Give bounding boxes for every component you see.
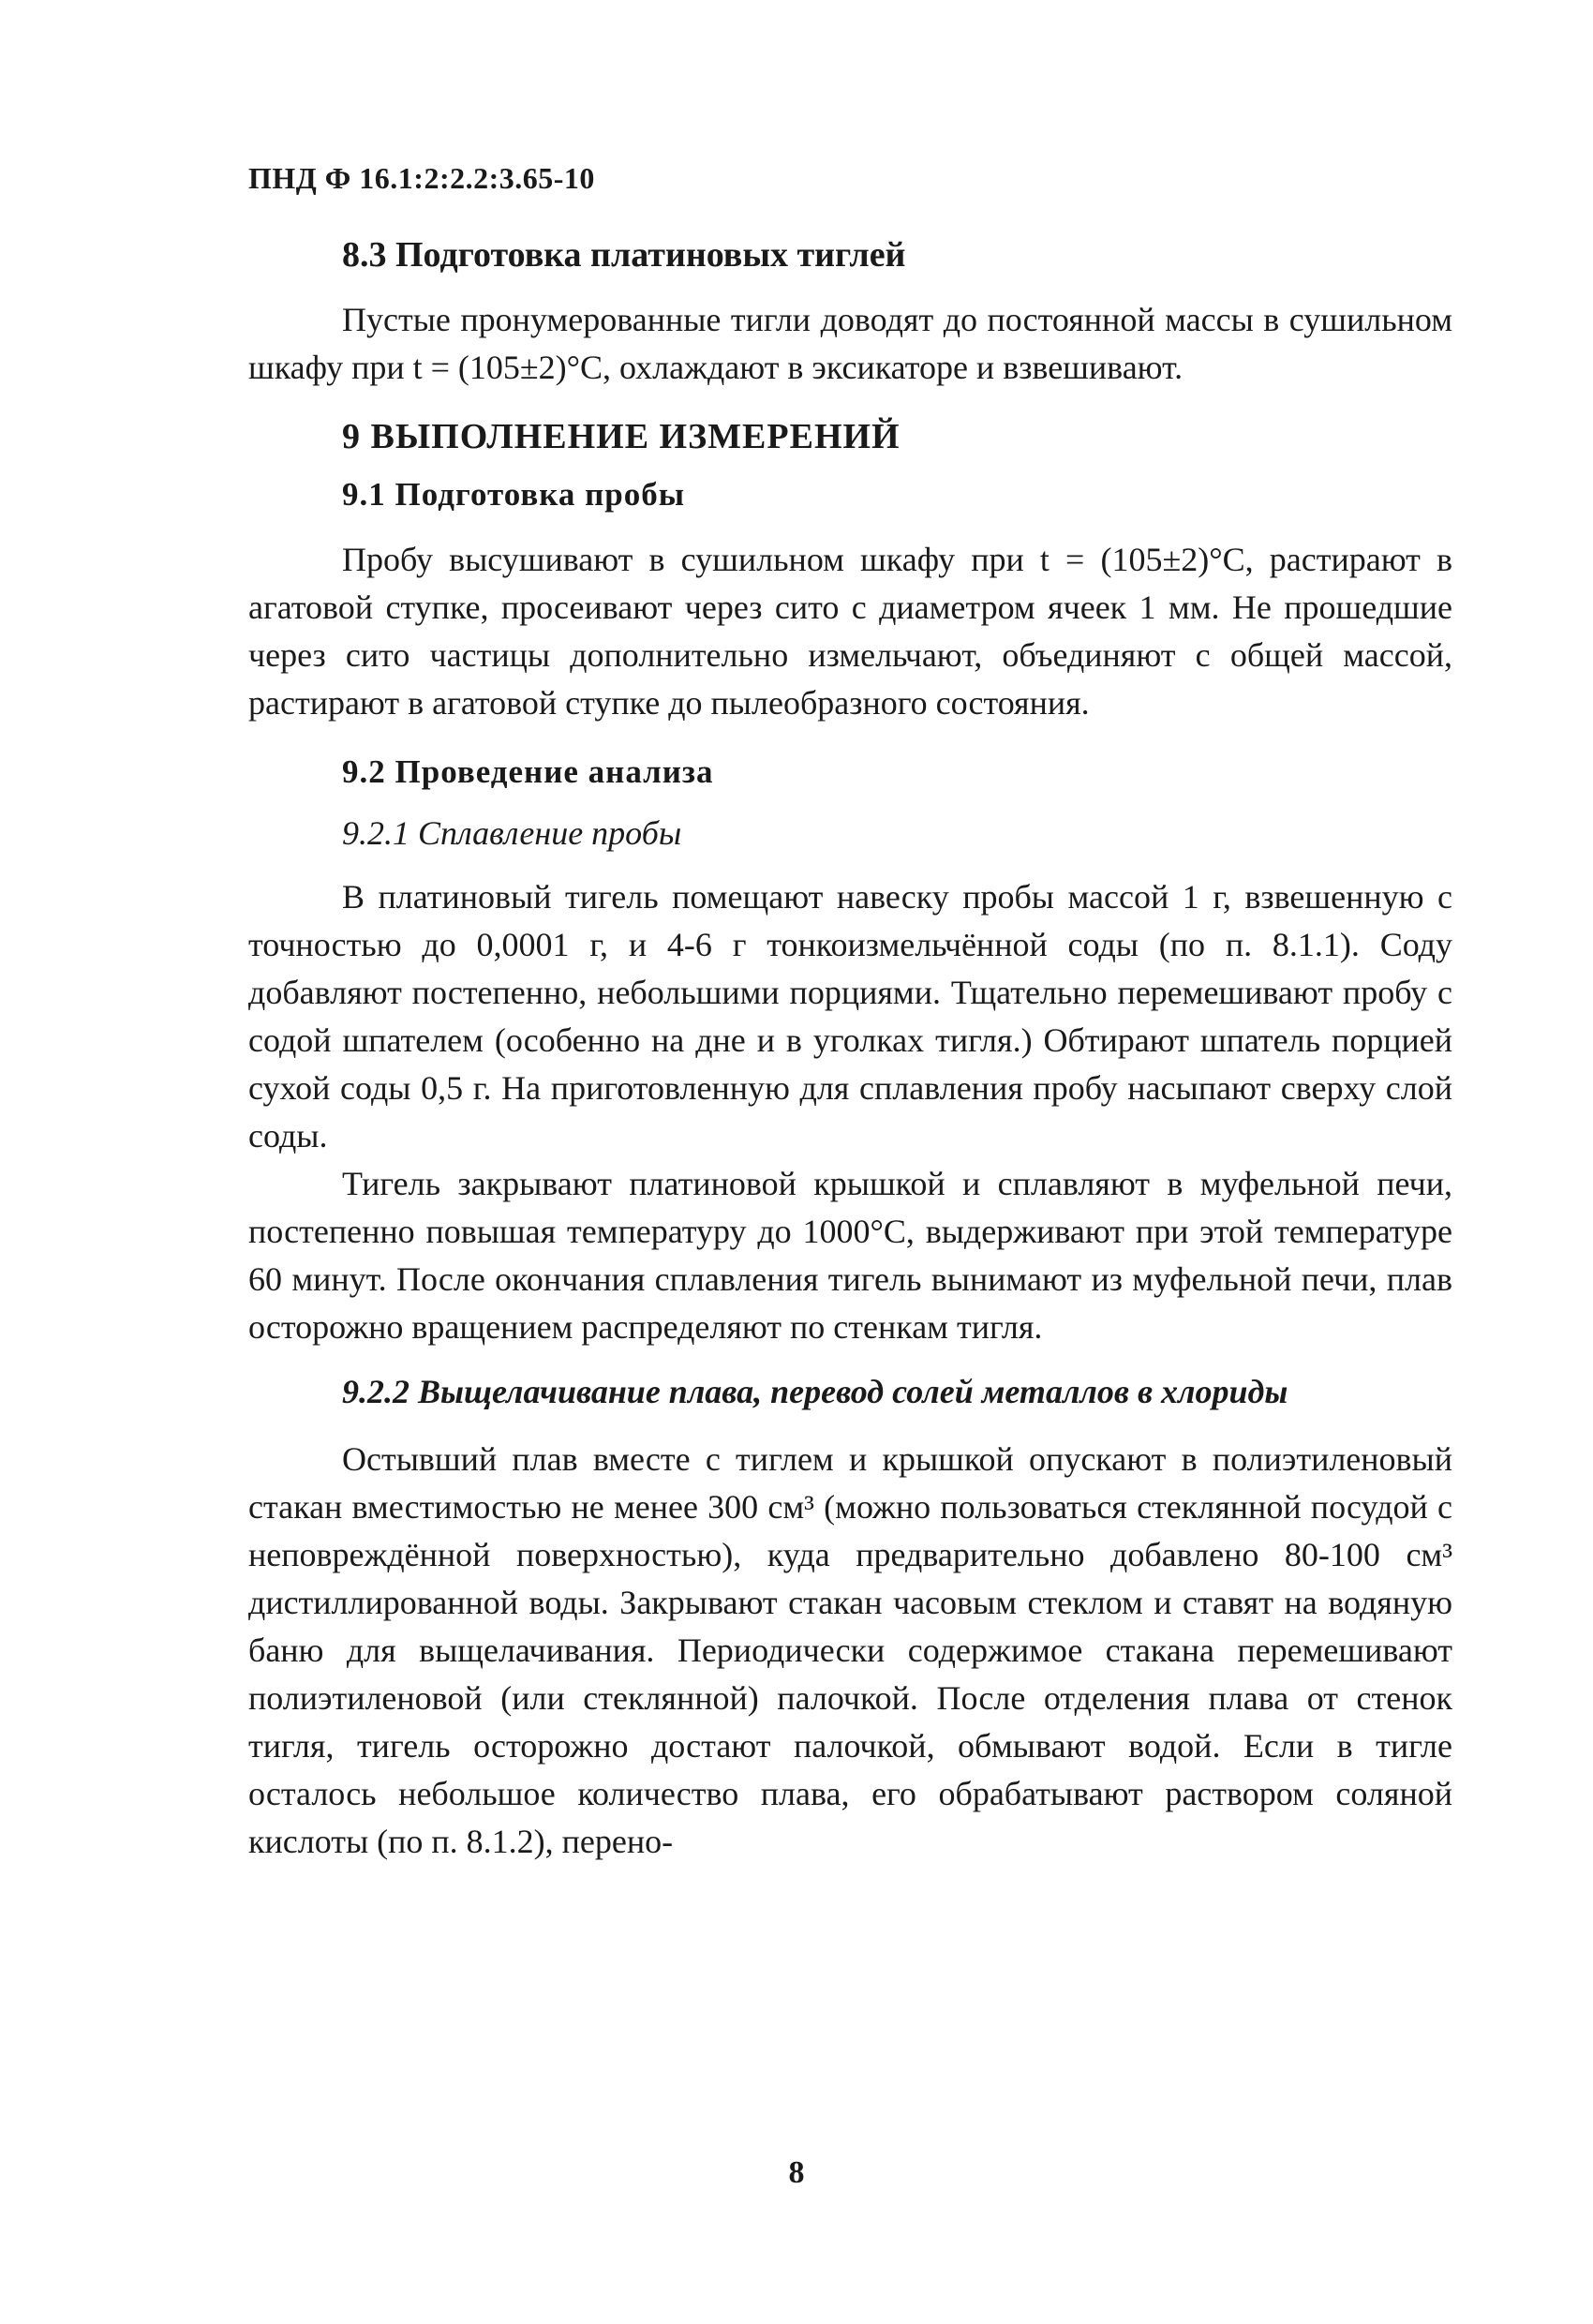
heading-9-2-1: 9.2.1 Сплавление пробы <box>342 814 682 852</box>
page-number: 8 <box>788 2155 805 2190</box>
page-content <box>248 234 1452 1866</box>
heading-9-2: 9.2 Проведение анализа <box>342 753 714 790</box>
heading-8-3: 8.3 Подготовка платиновых тиглей <box>342 235 906 275</box>
heading-9-2-2: 9.2.2 Выщелачивание плава, перевод солей металлов в хлориды <box>342 1373 1288 1410</box>
document-code: ПНД Ф 16.1:2:2.2:3.65-10 <box>248 161 595 195</box>
paragraph-8-3: Пустые пронумерованные тигли доводят до постоянной массы в сушильном шкафу при t = (105±2)°С, охлаждают в эксикаторе и взвешивают. <box>248 301 1452 386</box>
heading-9-1: 9.1 Подготовка пробы <box>342 476 686 513</box>
paragraph-9-1: Пробу высушивают в сушильном шкафу при t = (105±2)°С, растирают в агатовой ступке, просеивают через сито с диаметром ячеек 1 мм. Не прошедшие через сито частицы дополнительно измельчают, объединяют с общей массой, растирают в агатовой ступке до пылеобразного состояния. <box>248 541 1452 722</box>
heading-9: 9 ВЫПОЛНЕНИЕ ИЗМЕРЕНИЙ <box>342 417 901 456</box>
paragraph-9-2-1-a: В платиновый тигель помещают навеску пробы массой 1 г, взвешенную с точностью до 0,0001 г, и 4-6 г тонкоизмельчённой соды (по п. 8.1.1). Соду добавляют постепенно, небольшими порциями. Тщательно перемешивают пробу с содой шпателем (особенно на дне и в уголках тигля.) Обтирают шпатель порцией сухой соды 0,5 г. На приготовленную для сплавления пробу насыпают сверху слой соды. <box>248 878 1452 1155</box>
paragraph-9-2-1-b: Тигель закрывают платиновой крышкой и сплавляют в муфельной печи, постепенно повышая температуру до 1000°С, выдерживают при этой температуре 60 минут. После окончания сплавления тигель вынимают из муфельной печи, плав осторожно вращением распределяют по стенкам тигля. <box>248 1165 1452 1346</box>
paragraph-9-2-2: Остывший плав вместе с тиглем и крышкой опускают в полиэтиленовый стакан вместимостью не менее 300 см³ (можно пользоваться стеклянной посудой с неповреждённой поверхностью), куда предварительно добавлено 80-100 см³ дистиллированной воды. Закрывают стакан часовым стеклом и ставят на водяную баню для выщелачивания. Периодически содержимое стакана перемешивают полиэтиленовой (или стеклянной) палочкой. После отделения плава от стенок тигля, тигель осторожно достают палочкой, обмывают водой. Если в тигле осталось небольшое количество плава, его обрабатывают раствором соляной кислоты (по п. 8.1.2), перено- <box>248 1440 1452 1860</box>
